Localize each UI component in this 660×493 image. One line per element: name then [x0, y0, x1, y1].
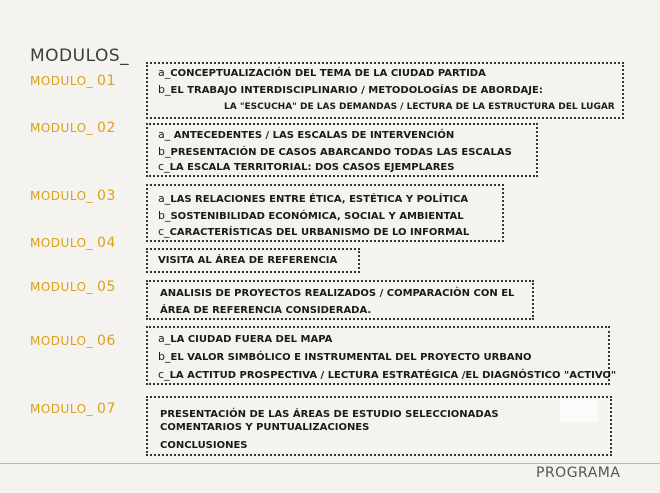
module-02-item-c: c_LA ESCALA TERRITORIAL: DOS CASOS EJEMPLARES	[158, 160, 455, 173]
footer-title: PROGRAMA	[536, 465, 621, 481]
module-07-box	[146, 396, 612, 456]
module-07-item-line3: CONCLUSIONES	[160, 440, 248, 451]
module-06-item-a: a_LA CIUDAD FUERA DEL MAPA	[158, 332, 333, 345]
module-03-label: MODULO_ 03	[30, 188, 116, 204]
module-03-item-a: a_LAS RELACIONES ENTRE ÉTICA, ESTÉTICA Y POLÍTICA	[158, 192, 469, 205]
module-01-label: MODULO_ 01	[30, 73, 116, 89]
module-01-item-b: b_EL TRABAJO INTERDISCIPLINARIO / METODOLOGÍAS DE ABORDAJE:	[158, 83, 543, 96]
module-04-item: VISITA AL ÁREA DE REFERENCIA	[158, 255, 338, 266]
module-07-item-line1: PRESENTACIÓN DE LAS ÁREAS DE ESTUDIO SELECCIONADAS	[160, 409, 499, 420]
module-07-label: MODULO_ 07	[30, 401, 116, 417]
module-02-item-b: b_PRESENTACIÓN DE CASOS ABARCANDO TODAS LAS ESCALAS	[158, 145, 512, 158]
white-patch	[560, 400, 598, 422]
module-04-label: MODULO_ 04	[30, 235, 116, 251]
module-03-box	[146, 184, 504, 242]
module-06-label: MODULO_ 06	[30, 333, 116, 349]
page-heading: MODULOS_	[30, 46, 130, 66]
module-01-item-a: a_CONCEPTUALIZACIÓN DEL TEMA DE LA CIUDAD PARTIDA	[158, 66, 486, 79]
footer-rule	[0, 463, 660, 464]
module-05-box	[146, 280, 534, 320]
module-06-box	[146, 326, 617, 385]
module-02-box	[146, 123, 538, 177]
module-04-box	[146, 248, 360, 273]
module-06-item-b: b_EL VALOR SIMBÓLICO E INSTRUMENTAL DEL PROYECTO URBANO	[158, 350, 532, 363]
module-03-item-c: c_CARACTERÍSTICAS DEL URBANISMO DE LO INFORMAL	[158, 225, 470, 238]
module-03-item-b: b_SOSTENIBILIDAD ECONÓMICA, SOCIAL Y AMBIENTAL	[158, 209, 464, 222]
module-05-item-line1: ANALISIS DE PROYECTOS REALIZADOS / COMPARACIÒN CON EL	[160, 288, 515, 299]
module-07-item-line2: COMENTARIOS Y PUNTUALIZACIONES	[160, 422, 370, 433]
module-05-label: MODULO_ 05	[30, 279, 116, 295]
module-02-item-a: a_ ANTECEDENTES / LAS ESCALAS DE INTERVENCIÓN	[158, 128, 455, 141]
module-01-item-b-detail: LA "ESCUCHA" DE LAS DEMANDAS / LECTURA DE LA ESTRUCTURA DEL LUGAR	[224, 102, 615, 112]
module-06-item-c: c_LA ACTITUD PROSPECTIVA / LECTURA ESTRATÉGICA /EL DIAGNÓSTICO "ACTIVO"	[158, 368, 617, 381]
module-05-item-line2: ÁREA DE REFERENCIA CONSIDERADA.	[160, 305, 372, 316]
module-02-label: MODULO_ 02	[30, 120, 116, 136]
module-01-box	[146, 62, 624, 119]
